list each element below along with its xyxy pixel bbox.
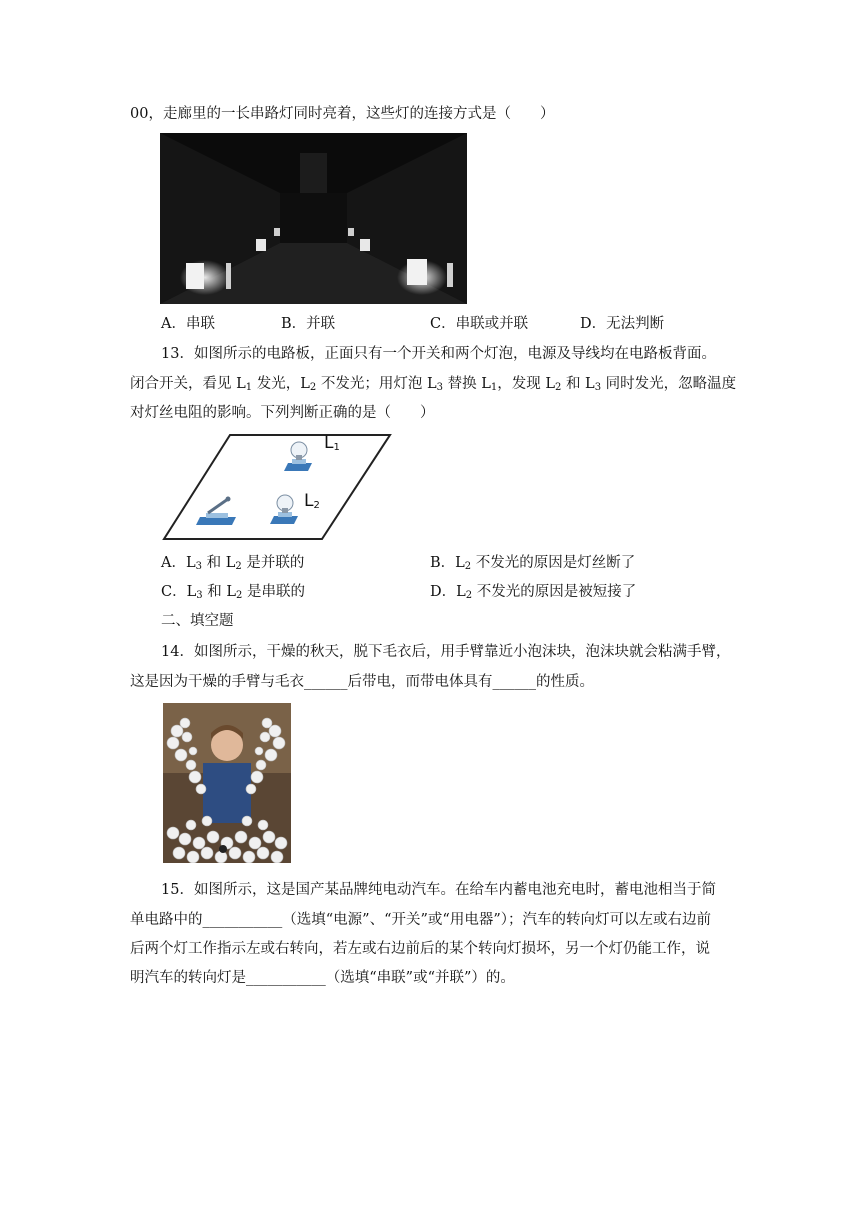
label-l1: $L_1$ [324,433,340,453]
q14-line1: 14．如图所示，干燥的秋天，脱下毛衣后，用手臂靠近小泡沫块，泡沫块就会粘满手臂， [161,644,731,660]
q12-option-d: D．无法判断 [580,316,665,332]
label-l2: $L_2$ [304,491,320,511]
q15-line3: 后两个灯工作指示左或右转向，若左或右边前后的某个转向灯损坏，另一个灯仍能工作，说 [130,941,710,957]
corridor-lights-image [160,133,467,304]
q13-line2: 闭合开关，看见 $L_1$ 发光，$L_2$ 不发光；用灯泡 $L_3$ 替换 $L_1$，发现 $L_2$ 和 $L_3$ 同时发光，忽略温度 [130,376,737,393]
q13-option-b: B．$L_2$ 不发光的原因是灯丝断了 [430,555,636,572]
q13-line3: 对灯丝电阻的影响。下列判断正确的是（ ） [130,405,435,421]
q13-option-d: D．$L_2$ 不发光的原因是被短接了 [430,584,637,601]
q15-line2: 单电路中的___________（选填“电源”、“开关”或“用电器”）；汽车的转向灯可以左或右边前 [130,912,711,928]
circuit-board-figure [162,433,392,543]
q12-option-b: B．并联 [281,316,336,332]
section-heading: 二、填空题 [161,613,234,629]
foam-arms-photo [163,703,291,863]
q13-option-a: A．$L_3$ 和 $L_2$ 是并联的 [161,555,305,572]
q13-option-c: C．$L_3$ 和 $L_2$ 是串联的 [161,584,305,601]
q12-option-c: C．串联或并联 [430,316,529,332]
bulb-l2-icon [270,495,298,524]
q14-line2: 这是因为干燥的手臂与毛衣______后带电，而带电体具有______的性质。 [130,674,594,690]
q15-line1: 15．如图所示，这是国产某品牌纯电动汽车。在给车内蓄电池充电时，蓄电池相当于简 [161,882,716,898]
bulb-l1-icon [284,442,312,471]
q13-line1: 13．如图所示的电路板，正面只有一个开关和两个灯泡，电源及导线均在电路板背面。 [161,346,716,362]
q12-stem: 00，走廊里的一长串路灯同时亮着，这些灯的连接方式是（ ） [130,106,555,122]
q12-option-a: A．串联 [161,316,215,332]
switch-icon [196,497,236,526]
q15-line4: 明汽车的转向灯是___________（选填“串联”或“并联”）的。 [130,970,515,986]
